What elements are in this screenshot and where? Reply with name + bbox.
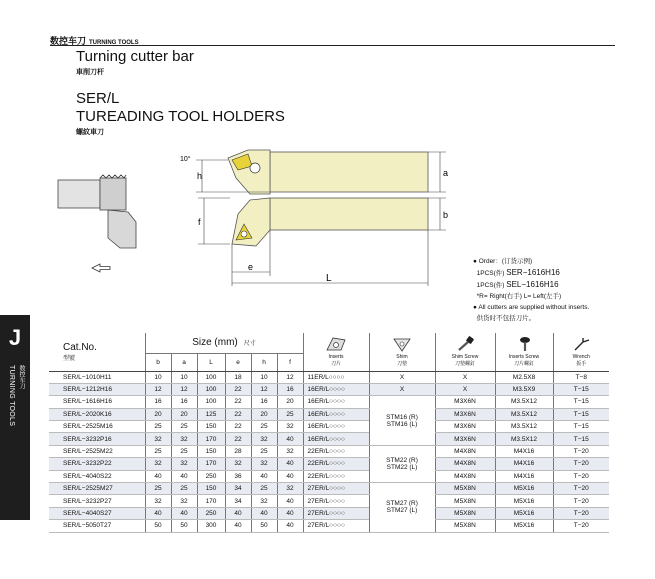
table-row: SER/L−2020K16 20 20 125 22 20 25 16ER/L○○○○ M3X6N M3.5X12 T−15 [49,408,609,420]
table-row: SER/L−2525M16 25 25 150 22 25 32 16ER/L○○○○ M3X6N M3.5X12 T−15 [49,421,609,433]
shim-screw-icon [455,336,475,352]
header-col-b: b [145,353,171,371]
table-row: SER/L−1212H16 12 12 100 22 12 16 16ER/L○○○○ X X M3.5X9 T−15 [49,383,609,395]
wrench-icon [571,336,591,352]
header-size: Size (mm) 尺寸 [145,333,303,353]
header-inserts: Inserts 刀片 [303,333,369,371]
workpiece-illustration [58,175,136,272]
holder-front-view [198,198,448,286]
header-col-h: h [251,353,277,371]
section-letter: J [8,325,22,350]
section-side-tab [0,315,30,520]
header-cat-no: Cat.No. 型號 [49,333,145,371]
table-row: SER/L−1616H16 16 16 100 22 16 20 16ER/L○○○○ STM16 (R) STM16 (L) M3X6N M3.5X12 T−15 [49,396,609,408]
product-subtitle: TUREADING TOOL HOLDERS [76,108,285,125]
dim-L-label: L [326,273,332,284]
order-note-cn: 供货时不包括刀片。 [476,315,536,322]
header-wrench: Wrench 扳手 [553,333,609,371]
shim-icon [392,336,412,352]
section-name-cn: 数控车刀 [18,365,24,389]
table-row: SER/L−4040S22 40 40 250 36 40 40 22ER/L○○○○ M4X8N M4X16 T−20 [49,470,609,482]
order-example-right: 1PCS(件) SER−1616H16 [476,268,560,277]
spec-table [49,333,609,533]
product-title-cn: 車削刀杆 [76,69,104,76]
table-row: SER/L−1010H11 10 10 100 18 10 12 11ER/L○○○○ X X M2.5X8 T−8 [49,371,609,383]
header-shim: Shim 刀墊 [369,333,435,371]
header-category-en: TURNING TOOLS [89,40,139,46]
table-row: SER/L−2525M22 25 25 150 28 25 32 22ER/L○○○○ STM22 (R) STM22 (L) M4X8N M4X16 T−20 [49,445,609,457]
header-insert-screw: Inserts Screw 刀片螺釘 [495,333,553,371]
header-shim-screw: Shim Screw 刀墊螺釘 [435,333,495,371]
dim-f-label: f [198,217,201,227]
shim-group-27: STM27 (R) STM27 (L) [369,483,435,533]
dim-e-label: e [248,262,254,272]
table-row: SER/L−5050T27 50 50 300 40 50 40 27ER/L○○○○ M5X8N M5X16 T−20 [49,520,609,532]
header-col-a: a [171,353,197,371]
order-note: ● All cutters are supplied without inserts. [473,304,590,311]
product-subtitle-cn: 螺紋車刀 [76,129,104,136]
table-row: SER/L−3232P16 32 32 170 22 32 40 16ER/L○○○○ M3X6N M3.5X12 T−15 [49,433,609,445]
table-row: SER/L−4040S27 40 40 250 40 40 40 27ER/L○○○○ M5X8N M5X16 T−20 [49,507,609,519]
header-col-f: f [277,353,303,371]
header-col-e: e [225,353,251,371]
holder-top-view [180,150,448,194]
shim-single-2: X [369,383,435,395]
dim-a-label: a [443,168,449,178]
header-category-cn: 数控车刀 [50,36,87,46]
dim-h-label: h [197,171,203,181]
header-col-L: L [197,353,225,371]
table-row: SER/L−3232P27 32 32 170 34 32 40 27ER/L○○○○ M5X8N M5X16 T−20 [49,495,609,507]
table-row: SER/L−3232P22 32 32 170 32 32 40 22ER/L○○○○ M4X8N M4X16 T−20 [49,458,609,470]
order-example-left: 1PCS(件) SEL−1616H16 [476,280,559,289]
order-title: ● Order：(订货示例) [473,258,533,265]
order-info [473,256,589,324]
dim-b-label: b [443,210,449,220]
order-legend: *R= Right(右手) L= Left(左手) [476,293,562,300]
product-title: Turning cutter bar [76,48,194,65]
section-name-en: TURNING TOOLS [8,365,15,427]
product-model: SER/L [76,90,120,107]
shim-single-1: X [369,371,435,383]
insert-screw-icon [514,336,534,352]
table-row: SER/L−2525M27 25 25 150 34 25 32 27ER/L○○○○ STM27 (R) STM27 (L) M5X8N M5X16 T−20 [49,483,609,495]
dim-angle-label: 10° [180,156,191,163]
shim-group-16: STM16 (R) STM16 (L) [369,396,435,446]
insert-icon [325,336,347,352]
shim-group-22: STM22 (R) STM22 (L) [369,445,435,482]
